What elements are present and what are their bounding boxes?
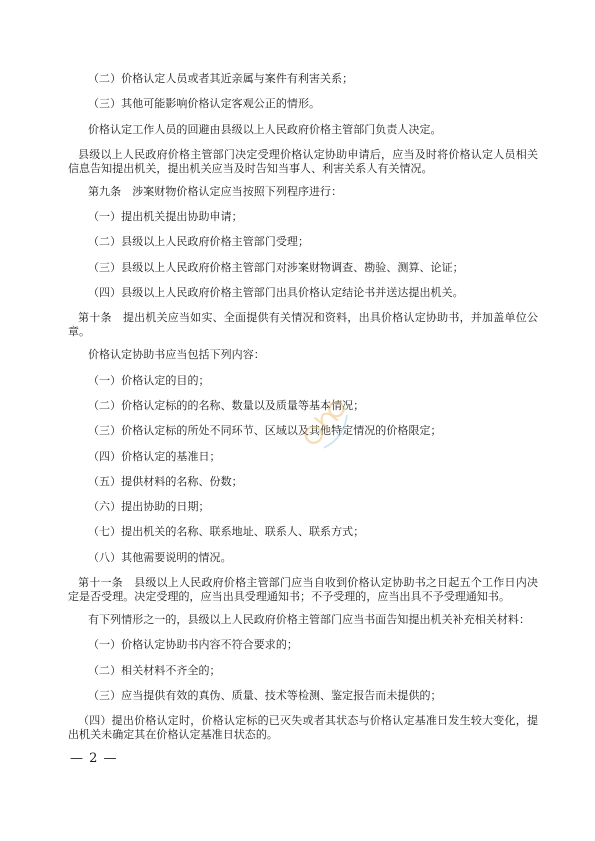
paragraph: （二）价格认定标的的名称、数量以及质量等基本情况； xyxy=(88,398,365,412)
paragraph: （四）县级以上人民政府价格主管部门出具价格认定结论书并送达提出机关。 xyxy=(88,286,464,300)
page-number: — 2 — xyxy=(70,751,118,766)
paragraph: （三）应当提供有效的真伪、质量、技术等检测、鉴定报告而未提供的； xyxy=(88,688,442,702)
paragraph: 县级以上人民政府价格主管部门决定受理价格认定协助申请后，应当及时将价格认定人员相关信息告知提出机关，提出机关应当及时告知当事人、利害关系人有关情况。 xyxy=(68,147,538,175)
paragraph: （一）价格认定协助书内容不符合要求的； xyxy=(88,638,298,652)
paragraph: （二）价格认定人员或者其近亲属与案件有利害关系； xyxy=(88,72,354,85)
paragraph: 第十条 提出机关应当如实、全面提供有关情况和资料，出具价格认定协助书，并加盖单位公章。 xyxy=(68,311,538,339)
paragraph: （七）提出机关的名称、联系地址、联系人、联系方式； xyxy=(88,525,365,539)
paragraph: 有下列情形之一的，县级以上人民政府价格主管部门应当书面告知提出机关补充相关材料： xyxy=(88,613,530,627)
paragraph: （三）价格认定标的所处不同环节、区域以及其他特定情况的价格限定； xyxy=(88,424,442,438)
paragraph: （八）其他需要说明的情况。 xyxy=(88,550,232,564)
paragraph: （六）提出协助的日期； xyxy=(88,500,210,514)
paragraph: （二）县级以上人民政府价格主管部门受理； xyxy=(88,235,309,249)
paragraph: 价格认定工作人员的回避由县级以上人民政府价格主管部门负责人决定。 xyxy=(88,122,442,136)
paragraph: （一）提出机关提出协助申请； xyxy=(88,210,243,224)
paragraph: （五）提供材料的名称、份数； xyxy=(88,474,243,488)
paragraph: （三）其他可能影响价格认定客观公正的情形。 xyxy=(88,97,321,111)
paragraph: （一）价格认定的目的； xyxy=(88,373,210,387)
paragraph: （四）价格认定的基准日； xyxy=(88,449,221,463)
paragraph: 第十一条 县级以上人民政府价格主管部门应当自收到价格认定协助书之日起五个工作日内决定是否受理。决定受理的，应当出具受理通知书；不予受理的，应当出具不予受理通知书。 xyxy=(68,576,538,604)
paragraph: （二）相关材料不齐全的； xyxy=(88,663,221,677)
paragraph: 第九条 涉案财物价格认定应当按照下列程序进行： xyxy=(88,184,343,198)
paragraph: （四）提出价格认定时，价格认定标的已灭失或者其状态与价格认定基准日发生较大变化，提出机关未确定其在价格认定基准日状态的。 xyxy=(68,714,538,742)
paragraph: （三）县级以上人民政府价格主管部门对涉案财物调查、勘验、测算、论证； xyxy=(88,260,464,274)
paragraph: 价格认定协助书应当包括下列内容： xyxy=(88,348,265,362)
